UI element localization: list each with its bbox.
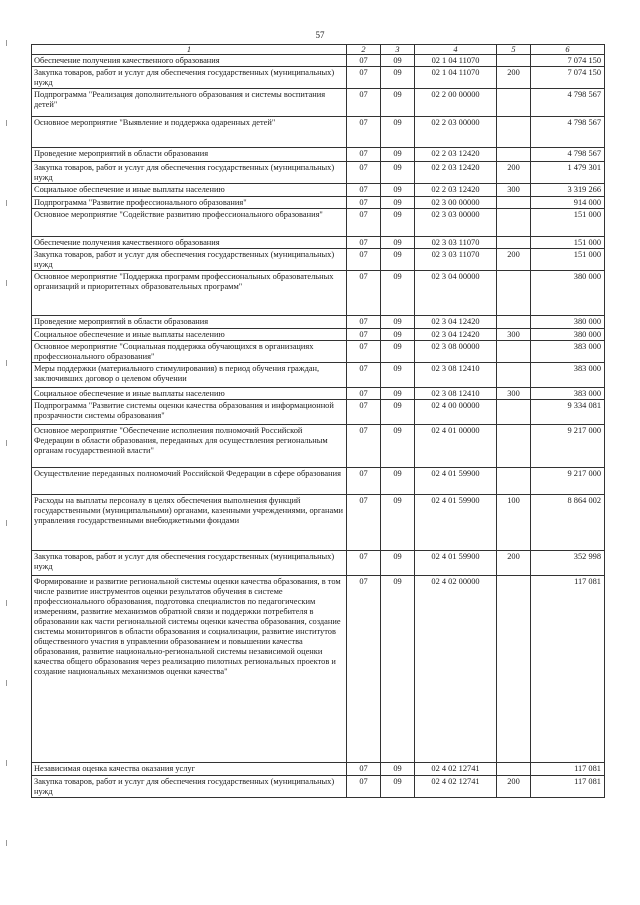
expense-type-cell: 300 <box>497 329 531 341</box>
header-cell-2: 2 <box>347 45 381 55</box>
target-article-cell: 02 4 01 59900 <box>415 551 497 576</box>
table-row <box>32 67 605 89</box>
expense-type-cell: 200 <box>497 67 531 89</box>
name-cell: Социальное обеспечение и иные выплаты населению <box>32 388 347 400</box>
subsection-cell: 09 <box>381 162 415 184</box>
target-article-cell: 02 1 04 11070 <box>415 67 497 89</box>
subsection-cell: 09 <box>381 89 415 117</box>
amount-cell: 4 798 567 <box>531 117 605 148</box>
table-row <box>32 55 605 67</box>
budget-table <box>31 44 605 798</box>
target-article-cell: 02 2 03 12420 <box>415 162 497 184</box>
section-cell: 07 <box>347 341 381 363</box>
subsection-cell: 09 <box>381 425 415 468</box>
expense-type-cell <box>497 55 531 67</box>
amount-cell: 380 000 <box>531 329 605 341</box>
subsection-cell: 09 <box>381 55 415 67</box>
amount-cell: 7 074 150 <box>531 67 605 89</box>
table-row <box>32 184 605 197</box>
target-article-cell: 02 4 02 00000 <box>415 576 497 763</box>
amount-cell: 1 479 301 <box>531 162 605 184</box>
subsection-cell: 09 <box>381 763 415 776</box>
table-row <box>32 148 605 162</box>
target-article-cell: 02 3 03 00000 <box>415 209 497 237</box>
target-article-cell: 02 4 02 12741 <box>415 776 497 798</box>
expense-type-cell: 200 <box>497 249 531 271</box>
table-row <box>32 363 605 388</box>
target-article-cell: 02 2 03 12420 <box>415 148 497 162</box>
expense-type-cell <box>497 209 531 237</box>
target-article-cell: 02 3 08 12410 <box>415 388 497 400</box>
section-cell: 07 <box>347 67 381 89</box>
name-cell: Закупка товаров, работ и услуг для обеспечения государственных (муниципальных) нужд <box>32 162 347 184</box>
expense-type-cell <box>497 89 531 117</box>
expense-type-cell: 300 <box>497 184 531 197</box>
name-cell: Закупка товаров, работ и услуг для обеспечения государственных (муниципальных) нужд <box>32 776 347 798</box>
header-cell-5: 5 <box>497 45 531 55</box>
section-cell: 07 <box>347 400 381 425</box>
table-row <box>32 271 605 316</box>
section-cell: 07 <box>347 495 381 551</box>
section-cell: 07 <box>347 363 381 388</box>
expense-type-cell <box>497 341 531 363</box>
target-article-cell: 02 3 04 12420 <box>415 329 497 341</box>
name-cell: Проведение мероприятий в области образования <box>32 316 347 329</box>
subsection-cell: 09 <box>381 271 415 316</box>
subsection-cell: 09 <box>381 776 415 798</box>
subsection-cell: 09 <box>381 576 415 763</box>
table-row <box>32 209 605 237</box>
table-row <box>32 495 605 551</box>
table-row <box>32 89 605 117</box>
name-cell: Проведение мероприятий в области образования <box>32 148 347 162</box>
amount-cell: 7 074 150 <box>531 55 605 67</box>
name-cell: Обеспечение получения качественного образования <box>32 55 347 67</box>
section-cell: 07 <box>347 162 381 184</box>
expense-type-cell <box>497 271 531 316</box>
target-article-cell: 02 3 04 00000 <box>415 271 497 316</box>
name-cell: Основное мероприятие "Выявление и поддержка одаренных детей" <box>32 117 347 148</box>
section-cell: 07 <box>347 148 381 162</box>
amount-cell: 4 798 567 <box>531 148 605 162</box>
amount-cell: 8 864 002 <box>531 495 605 551</box>
expense-type-cell <box>497 237 531 249</box>
name-cell: Независимая оценка качества оказания услуг <box>32 763 347 776</box>
expense-type-cell <box>497 363 531 388</box>
subsection-cell: 09 <box>381 468 415 495</box>
section-cell: 07 <box>347 468 381 495</box>
name-cell: Основное мероприятие "Обеспечение исполнения полномочий Российской Федерации в области образования, переданных для осуществления региональным органам государственной власти" <box>32 425 347 468</box>
subsection-cell: 09 <box>381 329 415 341</box>
table-row <box>32 551 605 576</box>
amount-cell: 151 000 <box>531 249 605 271</box>
subsection-cell: 09 <box>381 197 415 209</box>
target-article-cell: 02 3 04 12420 <box>415 316 497 329</box>
target-article-cell: 02 3 03 11070 <box>415 237 497 249</box>
name-cell: Основное мероприятие "Содействие развитию профессионального образования" <box>32 209 347 237</box>
amount-cell: 383 000 <box>531 363 605 388</box>
target-article-cell: 02 2 00 00000 <box>415 89 497 117</box>
amount-cell: 383 000 <box>531 388 605 400</box>
name-cell: Обеспечение получения качественного образования <box>32 237 347 249</box>
name-cell: Социальное обеспечение и иные выплаты населению <box>32 184 347 197</box>
subsection-cell: 09 <box>381 148 415 162</box>
amount-cell: 914 000 <box>531 197 605 209</box>
expense-type-cell <box>497 117 531 148</box>
section-cell: 07 <box>347 776 381 798</box>
table-row <box>32 400 605 425</box>
table-row <box>32 576 605 763</box>
header-cell-6: 6 <box>531 45 605 55</box>
expense-type-cell: 200 <box>497 776 531 798</box>
expense-type-cell <box>497 197 531 209</box>
name-cell: Закупка товаров, работ и услуг для обеспечения государственных (муниципальных) нужд <box>32 249 347 271</box>
table-header-row <box>32 45 605 55</box>
section-cell: 07 <box>347 551 381 576</box>
target-article-cell: 02 3 03 11070 <box>415 249 497 271</box>
expense-type-cell: 300 <box>497 388 531 400</box>
table-row <box>32 388 605 400</box>
subsection-cell: 09 <box>381 363 415 388</box>
table-row <box>32 197 605 209</box>
page-number: 57 <box>315 30 325 40</box>
name-cell: Осуществление переданных полномочий Российской Федерации в сфере образования <box>32 468 347 495</box>
table-row <box>32 162 605 184</box>
section-cell: 07 <box>347 271 381 316</box>
amount-cell: 3 319 266 <box>531 184 605 197</box>
amount-cell: 383 000 <box>531 341 605 363</box>
header-cell-3: 3 <box>381 45 415 55</box>
table-row <box>32 316 605 329</box>
section-cell: 07 <box>347 388 381 400</box>
target-article-cell: 02 4 01 59900 <box>415 495 497 551</box>
amount-cell: 9 334 081 <box>531 400 605 425</box>
amount-cell: 117 081 <box>531 763 605 776</box>
amount-cell: 380 000 <box>531 316 605 329</box>
subsection-cell: 09 <box>381 209 415 237</box>
table-row <box>32 329 605 341</box>
amount-cell: 151 000 <box>531 237 605 249</box>
name-cell: Подпрограмма "Развитие системы оценки качества образования и информационной прозрачности системы образования" <box>32 400 347 425</box>
target-article-cell: 02 3 08 12410 <box>415 363 497 388</box>
subsection-cell: 09 <box>381 495 415 551</box>
subsection-cell: 09 <box>381 316 415 329</box>
section-cell: 07 <box>347 184 381 197</box>
name-cell: Социальное обеспечение и иные выплаты населению <box>32 329 347 341</box>
subsection-cell: 09 <box>381 249 415 271</box>
table-row <box>32 763 605 776</box>
amount-cell: 151 000 <box>531 209 605 237</box>
target-article-cell: 02 3 00 00000 <box>415 197 497 209</box>
section-cell: 07 <box>347 316 381 329</box>
expense-type-cell <box>497 763 531 776</box>
subsection-cell: 09 <box>381 184 415 197</box>
expense-type-cell <box>497 425 531 468</box>
section-cell: 07 <box>347 576 381 763</box>
section-cell: 07 <box>347 249 381 271</box>
name-cell: Основное мероприятие "Социальная поддержка обучающихся в организациях профессионального образования" <box>32 341 347 363</box>
expense-type-cell <box>497 468 531 495</box>
subsection-cell: 09 <box>381 237 415 249</box>
table-row <box>32 468 605 495</box>
amount-cell: 117 081 <box>531 576 605 763</box>
name-cell: Формирование и развитие региональной системы оценки качества образования, в том числе развитие инструментов оценки результатов обучения в системе профессионального образования, подготовка специалистов по педагогическим измерениям, развитие механизмов обратной связи и поддержки потребителя в образовании как части региональной системы оценки качества образования, создание системы мониторингов в области образования и социализации, развитие институтов общественного участия в управлении образованием и повышении качества образования, развитие национально-региональной системы независимой оценки качества общего образования через реализацию пилотных региональных проектов и создание национальных механизмов оценки качества" <box>32 576 347 763</box>
name-cell: Расходы на выплаты персоналу в целях обеспечения выполнения функций государственными (муниципальными) органами, казенными учреждениями, органами управления государственными внебюджетными фондами <box>32 495 347 551</box>
expense-type-cell <box>497 576 531 763</box>
header-cell-1: 1 <box>32 45 347 55</box>
section-cell: 07 <box>347 329 381 341</box>
section-cell: 07 <box>347 117 381 148</box>
section-cell: 07 <box>347 425 381 468</box>
target-article-cell: 02 3 08 00000 <box>415 341 497 363</box>
expense-type-cell <box>497 400 531 425</box>
section-cell: 07 <box>347 763 381 776</box>
target-article-cell: 02 4 02 12741 <box>415 763 497 776</box>
target-article-cell: 02 1 04 11070 <box>415 55 497 67</box>
name-cell: Подпрограмма "Реализация дополнительного образования и системы воспитания детей" <box>32 89 347 117</box>
expense-type-cell <box>497 316 531 329</box>
section-cell: 07 <box>347 237 381 249</box>
subsection-cell: 09 <box>381 400 415 425</box>
subsection-cell: 09 <box>381 551 415 576</box>
subsection-cell: 09 <box>381 341 415 363</box>
name-cell: Основное мероприятие "Поддержка программ профессиональных образовательных организаций и приоритетных образовательных программ" <box>32 271 347 316</box>
subsection-cell: 09 <box>381 388 415 400</box>
amount-cell: 9 217 000 <box>531 468 605 495</box>
amount-cell: 352 998 <box>531 551 605 576</box>
target-article-cell: 02 2 03 12420 <box>415 184 497 197</box>
target-article-cell: 02 4 01 59900 <box>415 468 497 495</box>
name-cell: Меры поддержки (материального стимулирования) в период обучения граждан, заключивших договор о целевом обучении <box>32 363 347 388</box>
amount-cell: 4 798 567 <box>531 89 605 117</box>
expense-type-cell: 200 <box>497 162 531 184</box>
header-cell-4: 4 <box>415 45 497 55</box>
table-row <box>32 776 605 798</box>
name-cell: Закупка товаров, работ и услуг для обеспечения государственных (муниципальных) нужд <box>32 551 347 576</box>
subsection-cell: 09 <box>381 117 415 148</box>
target-article-cell: 02 4 01 00000 <box>415 425 497 468</box>
section-cell: 07 <box>347 89 381 117</box>
target-article-cell: 02 2 03 00000 <box>415 117 497 148</box>
amount-cell: 9 217 000 <box>531 425 605 468</box>
table-row <box>32 117 605 148</box>
table-row <box>32 341 605 363</box>
amount-cell: 380 000 <box>531 271 605 316</box>
expense-type-cell: 200 <box>497 551 531 576</box>
section-cell: 07 <box>347 197 381 209</box>
expense-type-cell <box>497 148 531 162</box>
table-row <box>32 249 605 271</box>
name-cell: Подпрограмма "Развитие профессионального образования" <box>32 197 347 209</box>
section-cell: 07 <box>347 209 381 237</box>
section-cell: 07 <box>347 55 381 67</box>
binding-marks <box>6 0 8 905</box>
amount-cell: 117 081 <box>531 776 605 798</box>
table-row <box>32 425 605 468</box>
expense-type-cell: 100 <box>497 495 531 551</box>
table-row <box>32 237 605 249</box>
name-cell: Закупка товаров, работ и услуг для обеспечения государственных (муниципальных) нужд <box>32 67 347 89</box>
subsection-cell: 09 <box>381 67 415 89</box>
target-article-cell: 02 4 00 00000 <box>415 400 497 425</box>
